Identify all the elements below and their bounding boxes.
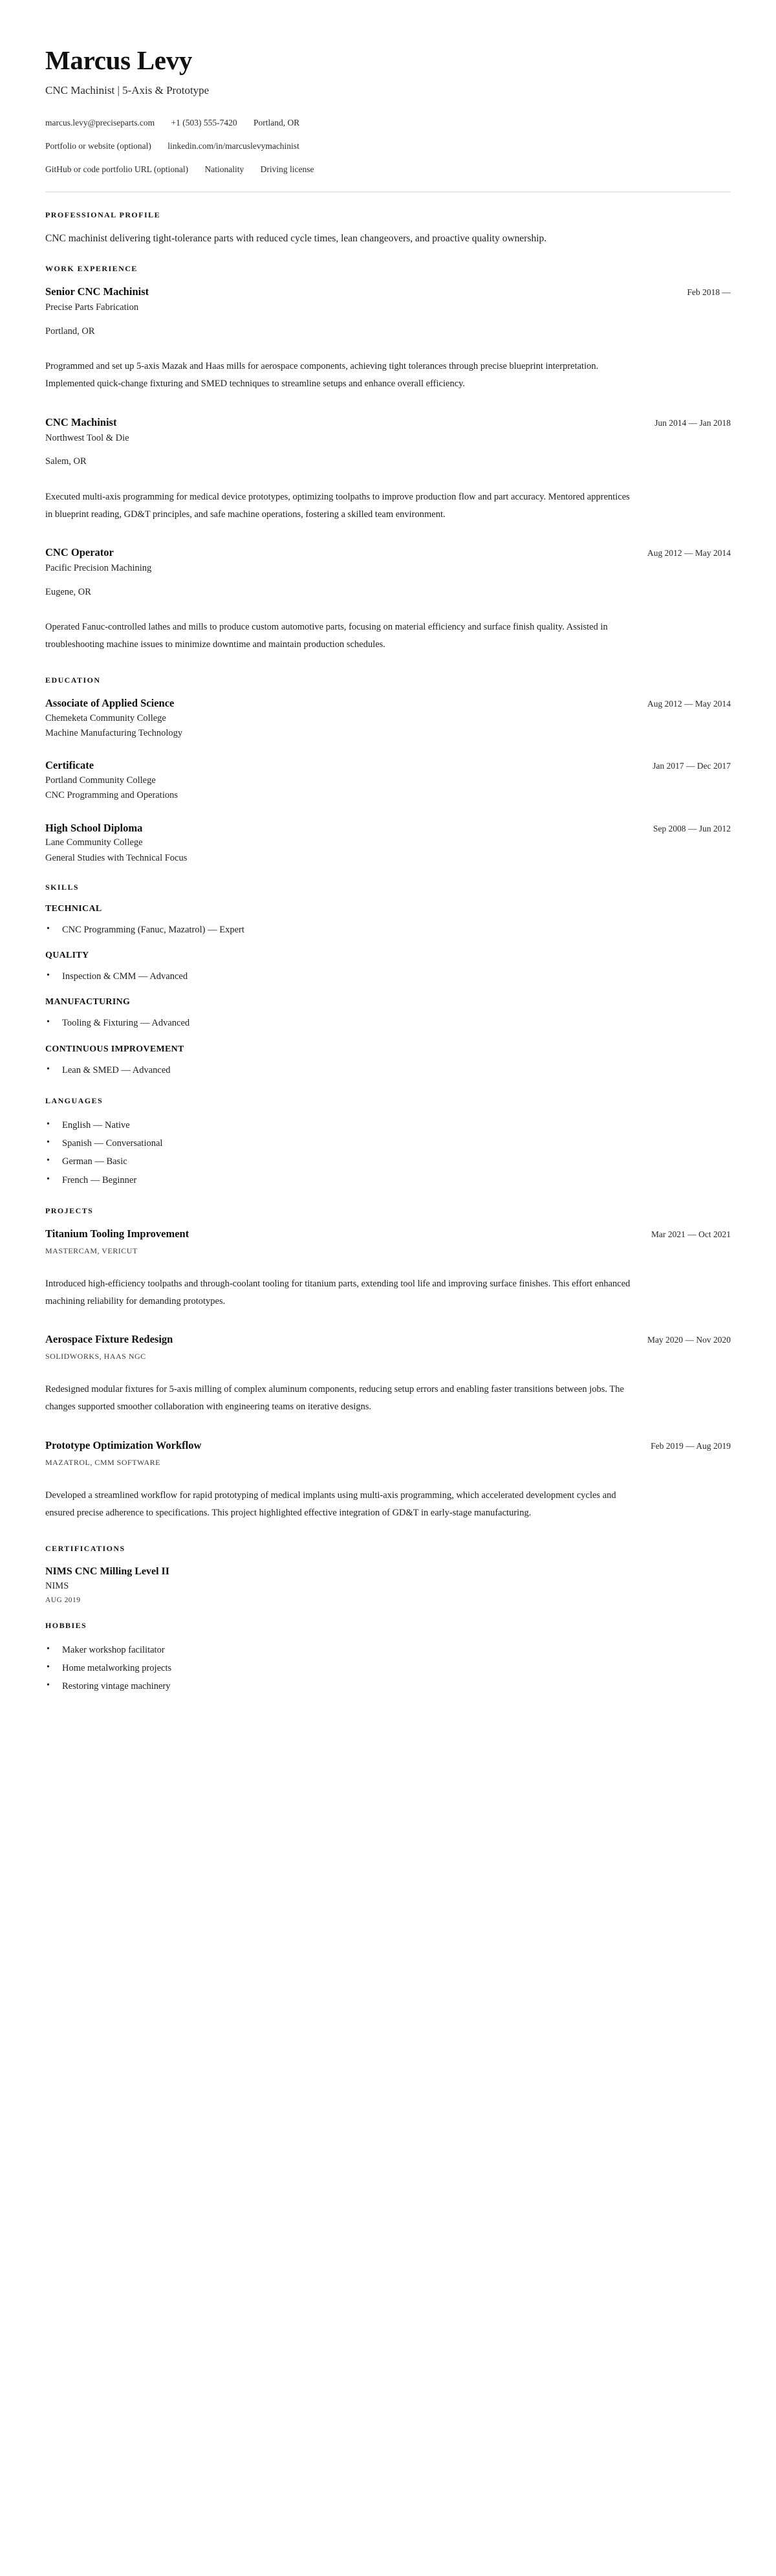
hobby-item: • Maker workshop facilitator <box>45 1641 731 1659</box>
skill-item: • Lean & SMED — Advanced <box>45 1061 731 1079</box>
section-heading-projects: PROJECTS <box>45 1205 94 1215</box>
project-description: Developed a streamlined workflow for rapid prototyping of medical implants using multi-axis programming, which accelerated development cycles and ensured precise adherence to specifications. This project highlighted effective integration of GD&T in early-stage manufacturing. <box>45 1490 616 1518</box>
degree-title: High School Diploma <box>45 821 143 834</box>
profile-summary-text: CNC machinist delivering tight-tolerance parts with reduced cycle times, lean changeovers, and proactive quality ownership. <box>45 232 547 244</box>
section-professional-profile <box>45 210 731 248</box>
section-certifications <box>45 1544 731 1604</box>
portfolio-placeholder-text: Portfolio or website (optional) <box>45 141 151 151</box>
job-date-range: Jun 2014 — Jan 2018 <box>654 417 731 428</box>
certification-title: NIMS CNC Milling Level II <box>45 1565 169 1577</box>
field-of-study: Machine Manufacturing Technology <box>45 728 183 739</box>
certification-issuer: NIMS <box>45 1580 69 1591</box>
job-date-range: Feb 2018 — <box>687 287 731 298</box>
hobby-item: • Restoring vintage machinery <box>45 1677 731 1695</box>
job-location: Salem, OR <box>45 456 87 467</box>
certification-date: AUG 2019 <box>45 1596 81 1604</box>
education-entry <box>45 820 731 866</box>
job-title: Senior CNC Machinist <box>45 285 149 298</box>
contact-row-links <box>45 140 731 153</box>
section-education <box>45 676 731 866</box>
project-date-range: Feb 2019 — Aug 2019 <box>651 1441 731 1451</box>
skill-group-technical <box>45 904 731 939</box>
linkedin-text: linkedin.com/in/marcuslevymachinist <box>167 141 299 151</box>
project-date-range: May 2020 — Nov 2020 <box>647 1335 731 1345</box>
education-entry-header <box>45 820 731 836</box>
project-title: Prototype Optimization Workflow <box>45 1439 202 1452</box>
job-description: Executed multi-axis programming for medical device prototypes, optimizing toolpaths to improve production flow and part accuracy. Mentored apprentices in blueprint reading, GD&T principles, and safe machine operations, fostering a skilled team environment. <box>45 491 630 520</box>
language-item: • English — Native <box>45 1116 731 1134</box>
education-entry-header <box>45 758 731 773</box>
skill-group-heading: QUALITY <box>45 951 89 961</box>
degree-title: Certificate <box>45 759 94 772</box>
section-work-experience <box>45 264 731 653</box>
job-location: Eugene, OR <box>45 586 91 597</box>
skill-item: • Inspection & CMM — Advanced <box>45 967 731 985</box>
contact-row-secondary <box>45 164 731 176</box>
project-tech-stack: MAZATROL, CMM SOFTWARE <box>45 1457 161 1467</box>
job-title: CNC Operator <box>45 546 114 559</box>
language-item: • German — Basic <box>45 1152 731 1171</box>
project-entry-header <box>45 1226 731 1242</box>
job-description: Programmed and set up 5-axis Mazak and Haas mills for aerospace components, achieving tight tolerances through precise blueprint interpretation. Implemented quick-change fixturing and SMED techniques to streamline setups and enhance overall efficiency. <box>45 361 599 390</box>
project-title: Titanium Tooling Improvement <box>45 1227 189 1240</box>
education-date-range: Sep 2008 — Jun 2012 <box>652 823 731 833</box>
work-entry-header <box>45 415 731 430</box>
phone-text: +1 (503) 555-7420 <box>171 118 237 128</box>
section-heading-skills: SKILLS <box>45 882 80 892</box>
skill-item: • CNC Programming (Fanuc, Mazatrol) — Expert <box>45 921 731 939</box>
school-name: Chemeketa Community College <box>45 712 166 723</box>
education-date-range: Jan 2017 — Dec 2017 <box>652 761 731 771</box>
professional-headline: CNC Machinist | 5-Axis & Prototype <box>45 84 210 97</box>
job-description: Operated Fanuc-controlled lathes and mills to produce custom automotive parts, focusing on material efficiency and surface finish quality. Assisted in troubleshooting machine issues to minimize downtime and maintain production schedules. <box>45 622 608 650</box>
employer-name: Pacific Precision Machining <box>45 563 152 574</box>
job-location: Portland, OR <box>45 325 95 336</box>
education-date-range: Aug 2012 — May 2014 <box>647 698 731 709</box>
project-tech-stack: SOLIDWORKS, HAAS NGC <box>45 1352 146 1361</box>
page-title: Marcus Levy <box>45 45 193 75</box>
field-of-study: General Studies with Technical Focus <box>45 852 188 863</box>
work-entry-header <box>45 284 731 300</box>
job-date-range: Aug 2012 — May 2014 <box>647 548 731 558</box>
project-entry-header <box>45 1438 731 1453</box>
language-item: • French — Beginner <box>45 1171 731 1189</box>
employer-name: Northwest Tool & Die <box>45 432 129 443</box>
project-entry <box>45 1332 731 1416</box>
skill-group-quality <box>45 951 731 985</box>
section-skills <box>45 883 731 1079</box>
skill-group-heading: MANUFACTURING <box>45 997 131 1007</box>
school-name: Lane Community College <box>45 837 143 848</box>
resume-header <box>45 47 731 176</box>
work-entry-header <box>45 545 731 560</box>
email-text: marcus.levy@preciseparts.com <box>45 118 155 128</box>
education-entry <box>45 696 731 741</box>
skill-group-heading: TECHNICAL <box>45 903 102 914</box>
work-entry <box>45 545 731 653</box>
certification-entry <box>45 1564 731 1604</box>
skill-list <box>45 1061 731 1079</box>
section-heading-education: EDUCATION <box>45 675 101 685</box>
skill-group-manufacturing <box>45 997 731 1032</box>
skill-item: • Tooling & Fixturing — Advanced <box>45 1014 731 1032</box>
job-title: CNC Machinist <box>45 415 117 428</box>
section-heading-certifications: CERTIFICATIONS <box>45 1543 125 1553</box>
hobby-item: • Home metalworking projects <box>45 1659 731 1677</box>
project-title: Aerospace Fixture Redesign <box>45 1333 173 1346</box>
location-text: Portland, OR <box>253 118 300 128</box>
driving-license-text: Driving license <box>260 164 314 174</box>
project-description: Redesigned modular fixtures for 5-axis milling of complex aluminum components, reducing setup errors and enabling faster transitions between jobs. The changes supported smoother collaboration with engineering teams on iterative designs. <box>45 1384 624 1413</box>
github-placeholder-text: GitHub or code portfolio URL (optional) <box>45 164 189 174</box>
education-entry <box>45 758 731 803</box>
project-entry <box>45 1438 731 1522</box>
skill-group-heading: CONTINUOUS IMPROVEMENT <box>45 1044 184 1054</box>
work-entry <box>45 415 731 523</box>
skill-list <box>45 967 731 985</box>
section-heading-profile: PROFESSIONAL PROFILE <box>45 210 161 219</box>
education-entry-header <box>45 696 731 711</box>
nationality-text: Nationality <box>204 164 244 174</box>
language-list <box>45 1116 731 1189</box>
contact-row-primary <box>45 117 731 129</box>
skill-list <box>45 921 731 939</box>
degree-title: Associate of Applied Science <box>45 696 175 709</box>
hobby-list <box>45 1641 731 1696</box>
skill-group-continuous-improvement <box>45 1044 731 1079</box>
project-entry <box>45 1226 731 1310</box>
project-date-range: Mar 2021 — Oct 2021 <box>651 1229 731 1239</box>
work-entry <box>45 284 731 392</box>
employer-name: Precise Parts Fabrication <box>45 302 139 313</box>
project-description: Introduced high-efficiency toolpaths and through-coolant tooling for titanium parts, extending tool life and improving surface finishes. This effort enhanced machining reliability for demanding prototypes. <box>45 1278 630 1306</box>
field-of-study: CNC Programming and Operations <box>45 790 178 801</box>
language-item: • Spanish — Conversational <box>45 1134 731 1152</box>
section-heading-hobbies: HOBBIES <box>45 1620 87 1630</box>
skill-list <box>45 1014 731 1032</box>
section-heading-languages: LANGUAGES <box>45 1095 103 1105</box>
project-tech-stack: MASTERCAM, VERICUT <box>45 1246 138 1255</box>
project-entry-header <box>45 1332 731 1347</box>
section-heading-work: WORK EXPERIENCE <box>45 264 138 274</box>
section-languages <box>45 1096 731 1189</box>
section-projects <box>45 1206 731 1522</box>
section-hobbies <box>45 1621 731 1696</box>
school-name: Portland Community College <box>45 775 156 786</box>
